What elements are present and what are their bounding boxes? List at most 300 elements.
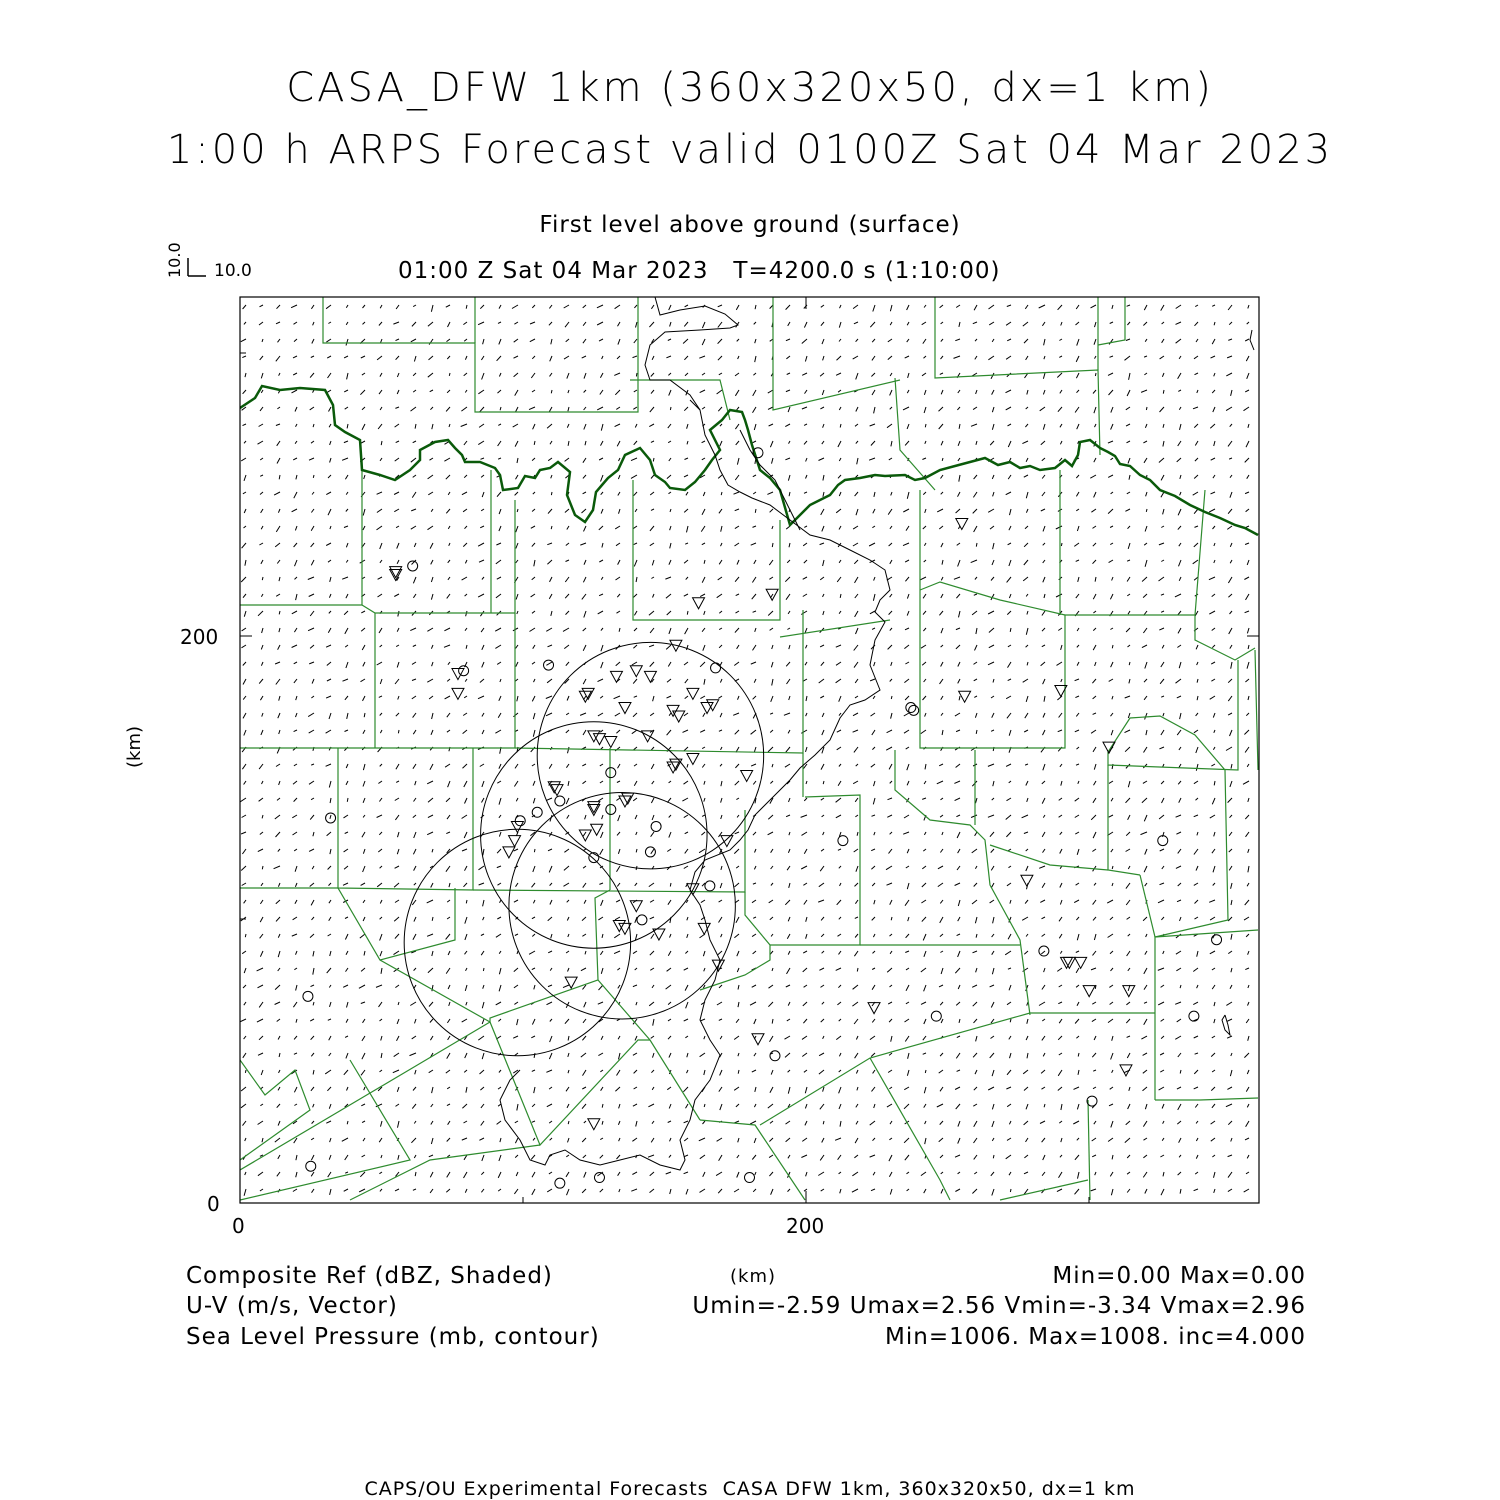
- wind-vector: [735, 373, 739, 376]
- wind-vector: [499, 951, 501, 954]
- wind-vector: [823, 1121, 824, 1124]
- wind-vector: [751, 730, 756, 734]
- wind-vector: [412, 662, 416, 664]
- wind-vector: [427, 900, 433, 903]
- wind-vector: [261, 730, 263, 735]
- wind-vector: [801, 815, 807, 817]
- wind-vector: [651, 849, 654, 854]
- wind-vector: [634, 543, 637, 545]
- wind-vector: [432, 424, 433, 429]
- wind-vector: [735, 475, 739, 480]
- station-triangle-marker: [741, 770, 753, 781]
- wind-vector: [922, 798, 926, 799]
- wind-vector: [242, 645, 247, 648]
- wind-vector: [293, 1002, 297, 1007]
- wind-vector: [1160, 1053, 1164, 1055]
- wind-vector: [1193, 492, 1198, 495]
- wind-vector: [872, 339, 875, 342]
- wind-vector: [940, 1121, 943, 1125]
- wind-vector: [1059, 1172, 1063, 1178]
- wind-vector: [1162, 322, 1164, 324]
- wind-vector: [652, 815, 654, 820]
- wind-vector: [617, 781, 620, 783]
- wind-vector: [1076, 985, 1079, 987]
- wind-vector: [1039, 1002, 1045, 1006]
- wind-vector: [328, 628, 331, 633]
- wind-vector: [278, 713, 280, 718]
- wind-vector: [974, 526, 977, 532]
- wind-vector: [462, 1019, 467, 1022]
- wind-vector: [276, 764, 280, 767]
- wind-vector: [347, 1002, 349, 1008]
- wind-vector: [1230, 560, 1232, 563]
- wind-vector: [1247, 373, 1249, 379]
- wind-vector: [855, 577, 859, 583]
- wind-vector: [1245, 747, 1249, 753]
- wind-vector: [346, 968, 349, 972]
- wind-vector: [1212, 1155, 1215, 1157]
- wind-vector: [719, 1155, 722, 1161]
- wind-vector: [258, 985, 264, 988]
- wind-vector: [855, 900, 858, 904]
- wind-vector: [752, 1155, 756, 1160]
- wind-vector: [685, 679, 688, 683]
- wind-vector: [566, 1087, 569, 1091]
- wind-vector: [244, 526, 247, 528]
- wind-vector: [634, 764, 637, 766]
- wind-vector: [1227, 1087, 1232, 1089]
- wind-vector: [904, 679, 909, 683]
- wind-vector: [1007, 577, 1011, 582]
- wind-vector: [852, 1172, 858, 1176]
- wind-vector: [345, 645, 348, 647]
- wind-vector: [534, 985, 535, 989]
- wind-vector: [1059, 1019, 1062, 1023]
- wind-vector: [1057, 373, 1062, 378]
- wind-vector: [619, 458, 621, 461]
- wind-vector: [1009, 866, 1012, 868]
- wind-vector: [769, 1172, 773, 1176]
- station-triangle-marker: [693, 598, 705, 609]
- wind-vector: [568, 1070, 569, 1073]
- wind-vector: [326, 305, 331, 309]
- wind-vector: [922, 322, 926, 325]
- wind-vector: [278, 645, 280, 650]
- wind-vector: [465, 356, 467, 360]
- wind-vector: [364, 1087, 365, 1090]
- wind-vector: [1162, 866, 1164, 869]
- wind-vector: [532, 883, 536, 887]
- wind-vector: [856, 1070, 858, 1074]
- station-triangle-marker: [619, 703, 631, 714]
- wind-vector: [821, 322, 824, 326]
- wind-vector: [821, 849, 824, 851]
- wind-vector: [431, 509, 433, 512]
- wind-vector: [1178, 1053, 1181, 1057]
- wind-vector: [1175, 1036, 1181, 1039]
- wind-vector: [700, 594, 705, 597]
- wind-vector: [1193, 407, 1198, 409]
- wind-vector: [444, 458, 450, 461]
- wind-vector: [1245, 968, 1249, 970]
- wind-vector: [788, 730, 790, 733]
- wind-vector: [837, 747, 841, 750]
- wind-vector: [534, 1087, 535, 1093]
- wind-vector: [956, 594, 960, 598]
- wind-vector: [1245, 458, 1249, 462]
- wind-vector: [869, 458, 875, 460]
- wind-vector: [396, 764, 399, 769]
- wind-vector: [1179, 798, 1181, 803]
- wind-vector: [704, 1104, 705, 1107]
- wind-vector: [1109, 815, 1113, 817]
- wind-vector: [532, 611, 535, 613]
- wind-vector: [517, 611, 518, 614]
- station-circle-marker: [909, 705, 919, 715]
- wind-vector: [667, 679, 671, 682]
- wind-vector: [344, 866, 348, 869]
- wind-vector: [856, 441, 858, 444]
- wind-vector: [768, 390, 773, 393]
- wind-vector: [956, 1053, 960, 1058]
- wind-vector: [1026, 458, 1028, 462]
- wind-vector: [786, 662, 790, 666]
- wind-vector: [803, 968, 807, 972]
- wind-vector: [1226, 373, 1232, 376]
- wind-vector: [615, 1087, 620, 1091]
- wind-vector: [956, 1002, 960, 1005]
- wind-vector: [687, 526, 689, 532]
- wind-vector: [1058, 730, 1062, 732]
- wind-vector: [685, 543, 688, 544]
- wind-vector: [1179, 1155, 1181, 1157]
- station-triangle-marker: [503, 847, 515, 858]
- wind-vector: [1175, 594, 1181, 597]
- wind-vector: [686, 577, 688, 580]
- wind-vector: [1042, 475, 1045, 479]
- wind-vector: [1042, 1087, 1046, 1089]
- wind-vector: [245, 1070, 246, 1073]
- wind-vector: [804, 985, 807, 987]
- wind-vector: [600, 696, 603, 698]
- wind-vector: [823, 424, 824, 428]
- wind-vector: [346, 594, 348, 598]
- wind-vector: [1111, 849, 1113, 852]
- wind-vector: [568, 1138, 570, 1142]
- vector-key: [165, 242, 252, 281]
- wind-vector: [738, 356, 739, 359]
- wind-vector: [566, 1155, 569, 1157]
- wind-vector: [905, 441, 909, 445]
- wind-vector: [1158, 900, 1164, 903]
- wind-vector: [312, 679, 314, 684]
- wind-vector: [294, 1087, 297, 1092]
- wind-vector: [1022, 917, 1028, 920]
- wind-vector: [806, 458, 807, 462]
- wind-vector: [905, 1019, 910, 1022]
- wind-vector: [1025, 305, 1028, 309]
- wind-vector: [428, 322, 433, 326]
- wind-vector: [1146, 730, 1147, 735]
- wind-vector: [532, 662, 535, 664]
- wind-vector: [974, 1155, 977, 1159]
- wind-vector: [1178, 390, 1181, 391]
- wind-vector: [295, 526, 297, 530]
- wind-vector: [633, 798, 637, 801]
- wind-vector: [311, 696, 314, 698]
- wind-vector: [686, 1002, 688, 1008]
- wind-vector: [516, 560, 518, 563]
- station-circle-marker: [306, 1161, 316, 1171]
- wind-vector: [618, 560, 620, 565]
- wind-vector: [871, 1189, 875, 1191]
- wind-vector: [396, 305, 399, 309]
- wind-vector: [670, 509, 671, 512]
- wind-vector: [1196, 1155, 1198, 1159]
- wind-vector: [550, 373, 553, 376]
- wind-vector: [1074, 543, 1079, 546]
- wind-vector: [241, 458, 246, 461]
- wind-vector: [1245, 815, 1249, 819]
- wind-vector: [244, 1036, 246, 1039]
- wind-vector: [1024, 475, 1028, 477]
- wind-vector: [311, 560, 314, 565]
- wind-vector: [887, 815, 892, 817]
- wind-vector: [567, 1104, 569, 1108]
- wind-vector: [415, 424, 416, 429]
- wind-vector: [854, 747, 858, 752]
- wind-vector: [856, 764, 858, 766]
- wind-vector: [530, 628, 536, 632]
- wind-vector: [363, 764, 365, 770]
- wind-vector: [1211, 492, 1216, 494]
- wind-vector: [906, 934, 909, 938]
- wind-vector: [957, 832, 960, 838]
- wind-vector: [1008, 475, 1011, 479]
- wind-vector: [803, 1019, 807, 1023]
- wind-vector: [380, 934, 382, 941]
- wind-vector: [1197, 832, 1198, 835]
- wind-vector: [483, 917, 484, 920]
- wind-vector: [514, 1002, 518, 1004]
- wind-vector: [684, 475, 688, 477]
- wind-vector: [601, 900, 603, 906]
- wind-vector: [993, 781, 994, 786]
- wind-vector: [752, 900, 756, 903]
- wind-vector: [447, 1155, 450, 1157]
- wind-vector: [717, 1002, 722, 1005]
- wind-vector: [786, 1121, 791, 1124]
- wind-vector: [632, 662, 637, 665]
- wind-vector: [635, 424, 637, 428]
- wind-vector: [533, 713, 535, 719]
- wind-vector: [616, 543, 620, 546]
- wind-vector: [329, 1053, 331, 1056]
- wind-vector: [1194, 1087, 1198, 1089]
- wind-vector: [940, 815, 943, 817]
- wind-vector: [1026, 628, 1028, 635]
- wind-vector: [720, 424, 722, 426]
- wind-vector: [1210, 951, 1215, 954]
- wind-vector: [275, 1138, 280, 1142]
- wind-vector: [872, 815, 876, 816]
- wind-vector: [720, 764, 722, 766]
- wind-vector: [615, 713, 620, 716]
- wind-vector: [738, 696, 740, 700]
- wind-vector: [852, 1002, 858, 1006]
- wind-vector: [770, 781, 773, 784]
- wind-vector: [855, 1138, 858, 1143]
- wind-vector: [753, 781, 756, 784]
- wind-vector: [616, 730, 620, 733]
- wind-vector: [650, 900, 654, 902]
- wind-vector: [1161, 594, 1164, 595]
- wind-vector: [359, 985, 365, 988]
- wind-vector: [633, 985, 637, 987]
- wind-vector: [1044, 339, 1045, 345]
- wind-vector: [736, 594, 739, 596]
- wind-vector: [1128, 713, 1130, 718]
- wind-vector: [1226, 1002, 1232, 1005]
- wind-vector: [499, 1155, 501, 1161]
- wind-vector: [534, 441, 535, 445]
- wind-vector: [1211, 1121, 1215, 1124]
- wind-vector: [904, 645, 909, 649]
- wind-vector: [1056, 594, 1062, 597]
- wind-vector: [923, 934, 926, 940]
- wind-vector: [448, 492, 450, 495]
- wind-vector: [670, 1138, 672, 1141]
- wind-vector: [670, 1189, 671, 1194]
- wind-vector: [261, 645, 263, 649]
- wind-vector: [750, 1002, 756, 1005]
- wind-vector: [598, 798, 603, 801]
- wind-vector: [1093, 526, 1097, 528]
- wind-vector: [362, 832, 365, 837]
- wind-vector: [669, 305, 671, 310]
- wind-vector: [345, 917, 348, 919]
- wind-vector: [921, 730, 926, 734]
- wind-vector: [1008, 968, 1011, 969]
- wind-vector: [806, 747, 808, 752]
- wind-vector: [992, 1070, 994, 1076]
- wind-vector: [1127, 594, 1130, 596]
- wind-vector: [1091, 1189, 1096, 1191]
- wind-vector: [515, 390, 518, 396]
- wind-vector: [1180, 1070, 1181, 1074]
- wind-vector: [889, 1087, 892, 1089]
- wind-vector: [531, 594, 535, 597]
- wind-vector: [568, 781, 569, 786]
- wind-vector: [803, 543, 807, 546]
- wind-vector: [855, 594, 858, 598]
- wind-vector: [514, 849, 518, 851]
- wind-vector: [260, 951, 263, 957]
- wind-vector: [296, 1155, 297, 1160]
- wind-vector: [650, 526, 654, 531]
- wind-vector: [1247, 322, 1249, 324]
- wind-vector: [429, 696, 433, 699]
- wind-vector: [1075, 1189, 1080, 1194]
- wind-vector: [310, 611, 314, 616]
- wind-vector: [1142, 798, 1147, 803]
- wind-vector: [531, 373, 535, 378]
- wind-vector: [277, 441, 280, 446]
- wind-vector: [1005, 951, 1011, 955]
- wind-vector: [600, 390, 603, 395]
- wind-vector: [1126, 1121, 1130, 1125]
- wind-vector: [840, 305, 842, 308]
- wind-vector: [428, 475, 433, 479]
- wind-vector: [650, 713, 654, 716]
- wind-vector: [1112, 645, 1113, 648]
- wind-vector: [650, 407, 654, 412]
- wind-vector: [1042, 985, 1045, 990]
- wind-vector: [1112, 883, 1113, 886]
- wind-vector: [601, 645, 603, 651]
- wind-vector: [431, 577, 433, 582]
- wind-vector: [309, 730, 314, 733]
- wind-vector: [669, 1053, 671, 1058]
- wind-vector: [653, 1019, 654, 1026]
- wind-vector: [1023, 322, 1028, 326]
- wind-vector: [1040, 407, 1045, 411]
- wind-vector: [380, 900, 382, 904]
- wind-vector: [395, 458, 399, 461]
- wind-vector: [277, 1104, 280, 1108]
- wind-vector: [582, 356, 586, 358]
- wind-vector: [633, 407, 637, 409]
- wind-vector: [1161, 1019, 1164, 1021]
- wind-vector: [1161, 1036, 1164, 1039]
- wind-vector: [955, 883, 960, 886]
- wind-vector: [446, 798, 450, 802]
- wind-vector: [547, 560, 552, 564]
- wind-vector: [904, 713, 909, 716]
- wind-vector: [466, 645, 467, 649]
- wind-vector: [564, 645, 569, 649]
- wind-vector: [1176, 679, 1182, 683]
- wind-vector: [755, 1087, 756, 1092]
- wind-vector: [890, 1189, 892, 1195]
- wind-vector: [1006, 832, 1011, 837]
- station-circle-marker: [532, 807, 542, 817]
- wind-vector: [1160, 679, 1164, 684]
- wind-vector: [925, 1138, 926, 1144]
- wind-vector: [1146, 407, 1147, 410]
- wind-vector: [344, 356, 348, 358]
- wind-vector: [785, 458, 790, 460]
- wind-vector: [1061, 679, 1062, 682]
- wind-vector: [397, 628, 399, 632]
- wind-vector: [1078, 1053, 1079, 1057]
- wind-vector: [363, 305, 366, 308]
- wind-vector: [1161, 917, 1164, 920]
- wind-vector: [874, 781, 876, 786]
- wind-vector: [563, 628, 569, 631]
- wind-vector: [988, 509, 994, 512]
- wind-vector: [753, 475, 756, 477]
- wind-vector: [737, 968, 739, 972]
- wind-vector: [670, 543, 671, 548]
- wind-vector: [1212, 305, 1215, 306]
- wind-vector: [1077, 747, 1080, 749]
- wind-vector: [785, 1036, 791, 1039]
- wind-vector: [634, 339, 637, 343]
- wind-vector: [718, 339, 722, 344]
- wind-vector: [1176, 832, 1181, 834]
- wind-vector: [1179, 356, 1181, 359]
